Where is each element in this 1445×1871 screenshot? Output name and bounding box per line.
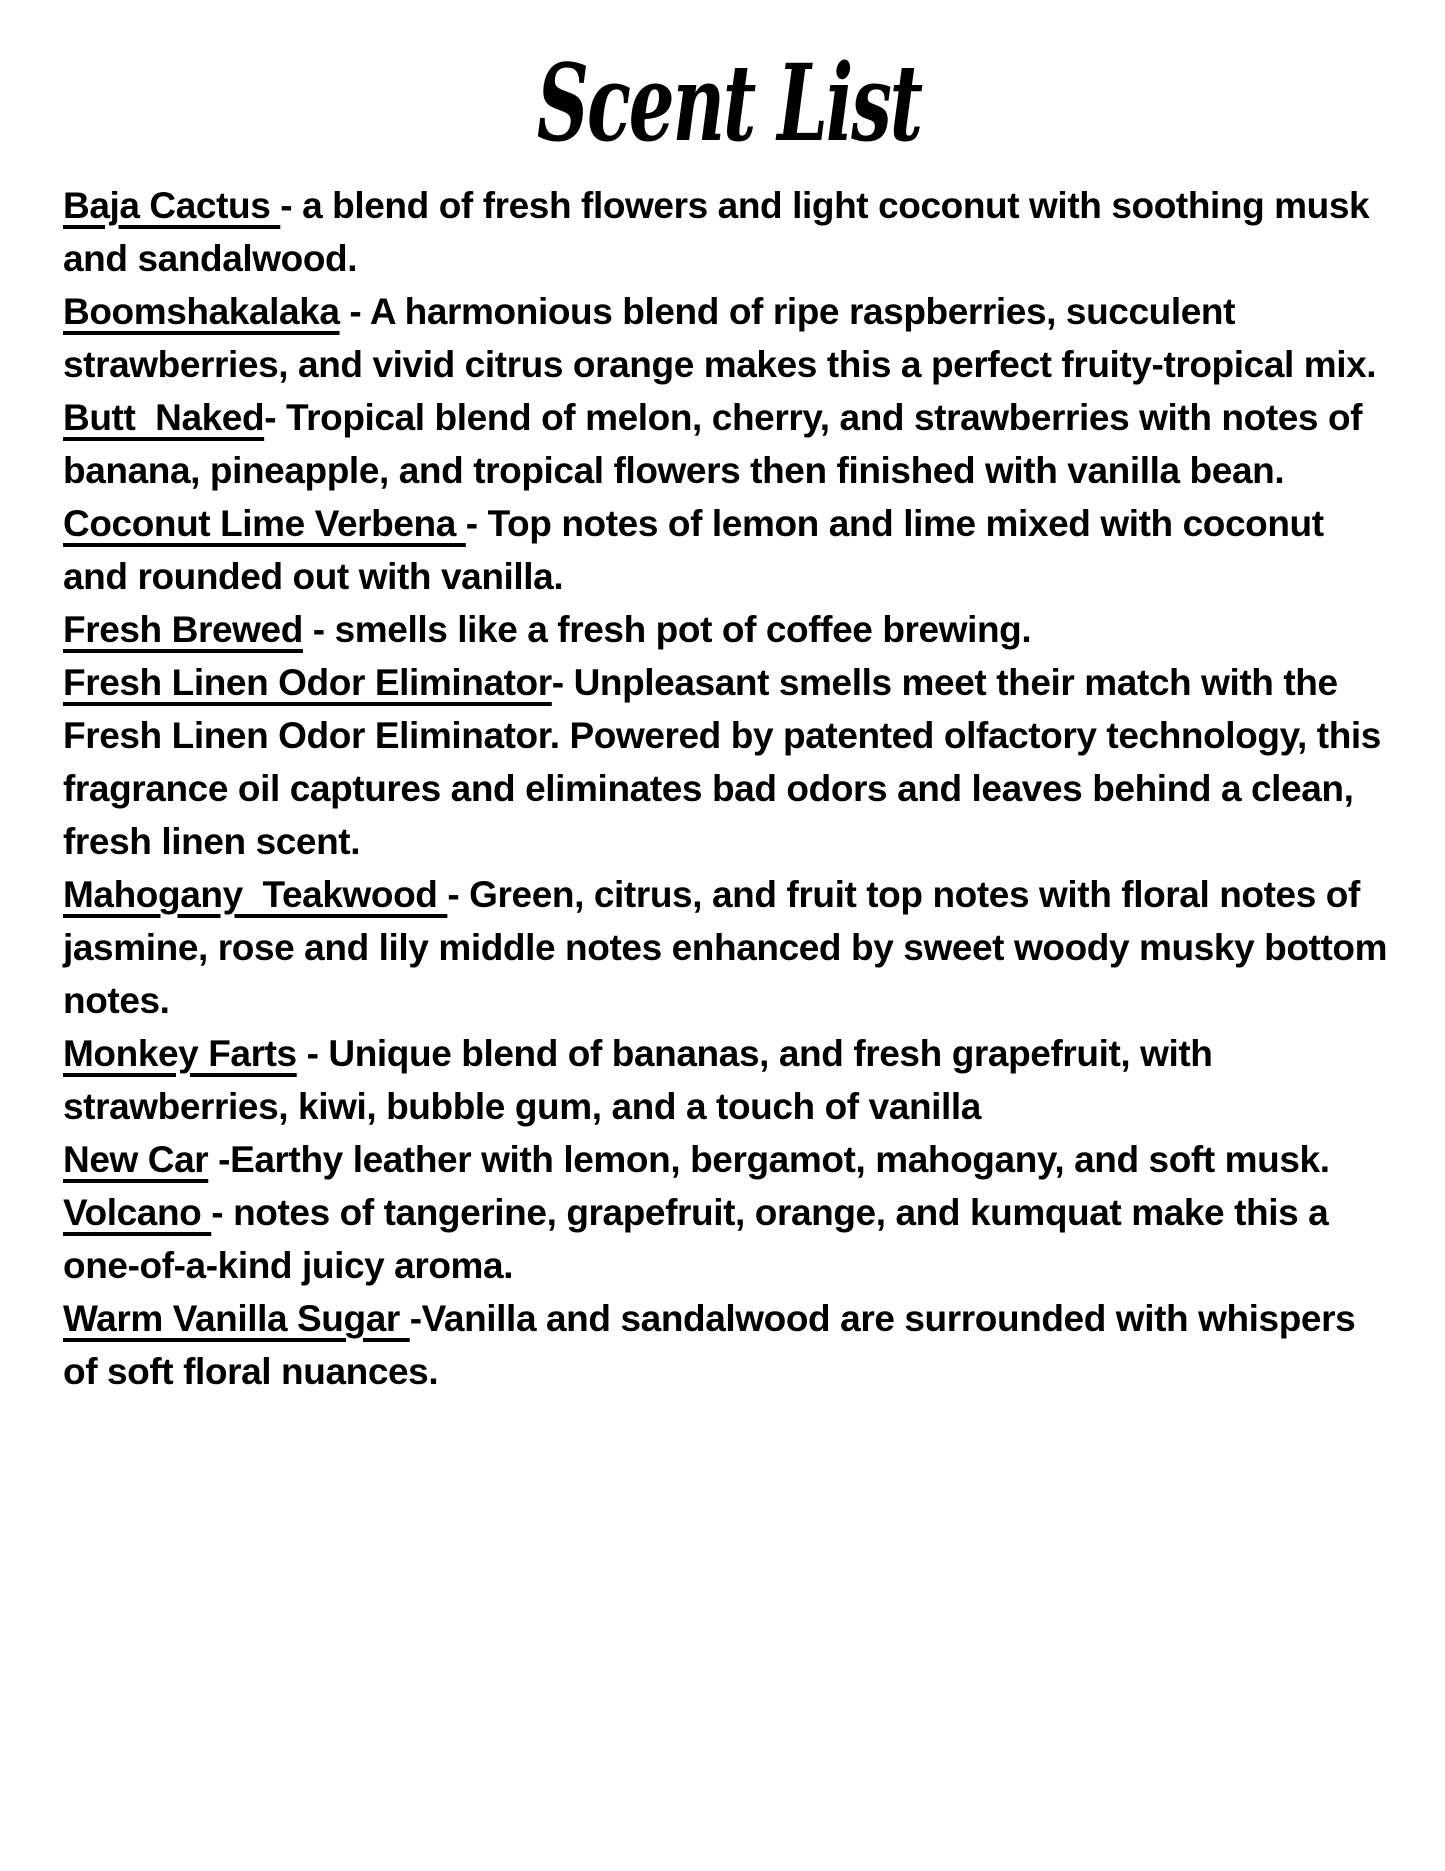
scent-item-fresh-brewed xyxy=(63,603,1395,656)
scent-item-coconut-lime-verbena xyxy=(63,497,1395,603)
scent-description: -Earthy leather with lemon, bergamot, mahogany, and soft musk. xyxy=(208,1138,1330,1180)
scent-item-new-car xyxy=(63,1133,1395,1186)
scent-item-fresh-linen-odor-eliminator xyxy=(63,656,1395,868)
scent-name: Fresh Linen Odor Eliminator xyxy=(63,661,552,703)
scent-description: - Unique blend of bananas, and fresh grapefruit, with strawberries, kiwi, bubble gum, and a touch of vanilla xyxy=(63,1032,1223,1127)
scent-item-boomshakalaka xyxy=(63,285,1395,391)
scent-description: - a blend of fresh flowers and light coconut with soothing musk and sandalwood. xyxy=(63,184,1380,279)
scent-name: Boomshakalaka xyxy=(63,290,340,332)
scent-name: Volcano xyxy=(63,1191,212,1233)
scent-name: Coconut Lime Verbena xyxy=(63,502,466,544)
scent-description: - Tropical blend of melon, cherry, and strawberries with notes of banana, pineapple, and tropical flowers then finished with vanilla bean. xyxy=(63,396,1372,491)
scent-description: - notes of tangerine, grapefruit, orange, and kumquat make this a one-of-a-kind juicy aroma. xyxy=(63,1191,1339,1286)
scent-description: - Top notes of lemon and lime mixed with coconut and rounded out with vanilla. xyxy=(63,502,1334,597)
scent-item-monkey-farts xyxy=(63,1027,1395,1133)
scent-description: - A harmonious blend of ripe raspberries, succulent strawberries, and vivid citrus orange makes this a perfect fruity-tropical mix. xyxy=(63,290,1377,385)
scent-name: Fresh Brewed xyxy=(63,608,303,650)
scent-item-mahogany-teakwood xyxy=(63,868,1395,1027)
scent-description: - smells like a fresh pot of coffee brewing. xyxy=(302,608,1032,650)
scent-item-butt-naked xyxy=(63,391,1395,497)
scent-item-warm-vanilla-sugar xyxy=(63,1292,1395,1398)
page-title: Scent List xyxy=(536,40,922,165)
scent-list xyxy=(63,179,1395,1398)
scent-name: Monkey Farts xyxy=(63,1032,297,1074)
scent-name: Warm Vanilla Sugar xyxy=(63,1297,410,1339)
scent-name: Baja Cactus xyxy=(63,184,281,226)
scent-item-baja-cactus xyxy=(63,179,1395,285)
scent-description: -Vanilla and sandalwood are surrounded with whispers of soft floral nuances. xyxy=(63,1297,1366,1392)
scent-name: Mahogany Teakwood xyxy=(63,873,448,915)
scent-description: - Green, citrus, and fruit top notes with floral notes of jasmine, rose and lily middle notes enhanced by sweet woody musky bottom notes. xyxy=(63,873,1397,1021)
scent-name: Butt Naked xyxy=(63,396,265,438)
scent-item-volcano xyxy=(63,1186,1395,1292)
scent-description: - Unpleasant smells meet their match with the Fresh Linen Odor Eliminator. Powered by patented olfactory technology, this fragrance oil captures and eliminates bad odors and leaves behind a clean, fresh linen scent. xyxy=(63,661,1391,862)
scent-name: New Car xyxy=(63,1138,209,1180)
